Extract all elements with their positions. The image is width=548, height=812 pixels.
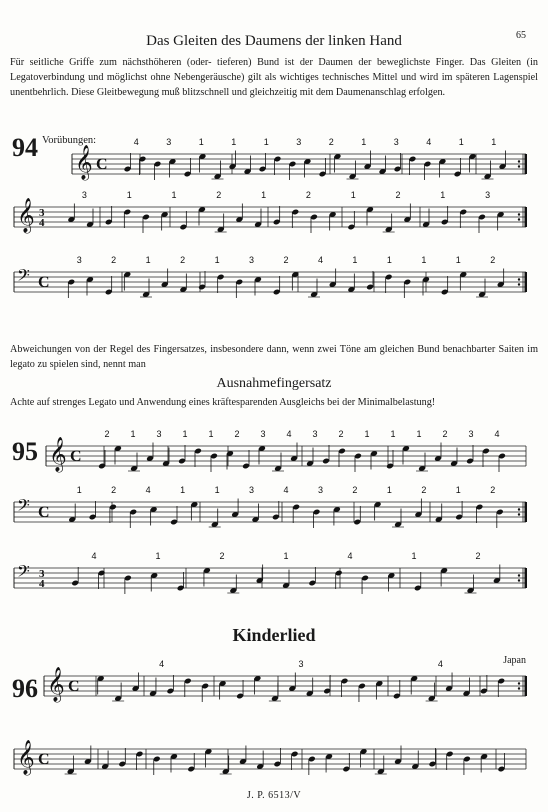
ex95-staff2-time-signature: C xyxy=(38,504,50,521)
ex94-staff2-final-barline-thick xyxy=(525,207,528,227)
ex96-staff1-fingering: 4 xyxy=(437,659,443,669)
ex94-staff3-repeat-dot xyxy=(518,283,520,285)
ex95-staff3-fingering: 4 xyxy=(91,551,97,561)
ex95-staff1-fingering: 4 xyxy=(494,429,500,439)
ex94-staff3-fingering: 2 xyxy=(180,255,186,265)
exercise-number-96: 96 xyxy=(12,674,38,703)
ex94-staff3-fingering: 4 xyxy=(317,255,323,265)
ex94-staff3-repeat-dot xyxy=(518,278,520,280)
ex94-staff3-fingering: 1 xyxy=(214,255,220,265)
ex95-staff1-fingering: 3 xyxy=(260,429,266,439)
ex94-staff2-time-signature-top: 3 xyxy=(39,207,45,219)
ex96-staff1-fingering: 3 xyxy=(298,659,304,669)
ex95-staff2-fingering: 4 xyxy=(145,485,151,495)
ex94-staff1-fingering: 2 xyxy=(328,137,334,147)
ex94-staff2-fingering: 1 xyxy=(126,190,132,200)
ex95-staff1-fingering: 1 xyxy=(182,429,188,439)
ex95-staff2-fingering: 2 xyxy=(352,485,358,495)
ex94-staff2-fingering: 2 xyxy=(216,190,222,200)
ex95-staff1-time-signature: C xyxy=(70,448,82,465)
ex96-staff1-repeat-dot xyxy=(518,682,520,684)
ex94-staff2-fingering: 1 xyxy=(171,190,177,200)
ex95-staff3-fingering: 2 xyxy=(219,551,225,561)
ex96-staff1-final-barline-thick xyxy=(525,676,528,696)
ex95-staff2-fingering: 1 xyxy=(214,485,220,495)
ex95-staff3-repeat-dot xyxy=(518,574,520,576)
ex94-staff2-fingering: 1 xyxy=(261,190,267,200)
song-origin: Japan xyxy=(503,655,526,666)
ex94-staff1-fingering: 1 xyxy=(458,137,464,147)
intro-paragraph: Für seitliche Griffe zum nächsthöheren (oder- tieferen) Bund ist der Daumen der beweglichste Finger. Das Gleiten (in Legatoverbindung und möglichst ohne Nebengeräusche) gilt als wichtiges technisches Mittel und wird im späteren Lagenspiel unentbehrlich. Diese Gleitbewegung muß blitzschnell und gleichzeitig mit dem Daumenanschlag erfolgen. xyxy=(10,57,538,98)
ex94-staff1-fingering: 1 xyxy=(263,137,269,147)
ex94-staff3-fingering: 2 xyxy=(490,255,496,265)
ex94-staff1-repeat-dot xyxy=(518,160,520,162)
ex95-staff3-bass-clef: 𝄢 xyxy=(17,561,30,585)
ex95-staff2-final-barline-thick xyxy=(525,502,528,522)
ex94-staff3-fingering: 1 xyxy=(421,255,427,265)
ex94-staff3-fingering: 2 xyxy=(283,255,289,265)
ex94-staff3-fingering: 3 xyxy=(249,255,255,265)
ex94-staff1-fingering: 4 xyxy=(426,137,432,147)
ex94-staff3-bass-clef: 𝄢 xyxy=(17,265,30,289)
ex95-staff3-repeat-dot xyxy=(518,579,520,581)
page-number: 65 xyxy=(516,30,526,41)
ex95-staff2-fingering: 2 xyxy=(421,485,427,495)
ex96-staff1-repeat-dot xyxy=(518,687,520,689)
ex95-staff1-fingering: 1 xyxy=(208,429,214,439)
ex95-staff2-fingering: 1 xyxy=(76,485,82,495)
section-heading: Ausnahmefingersatz xyxy=(216,376,332,391)
ex96-staff1-fingering: 4 xyxy=(159,659,165,669)
ex94-staff1-fingering: 4 xyxy=(133,137,139,147)
ex95-staff3-fingering: 4 xyxy=(347,551,353,561)
ex94-staff1-time-signature: C xyxy=(96,156,108,173)
ex95-staff1-fingering: 3 xyxy=(156,429,162,439)
ex94-staff3-final-barline-thick xyxy=(525,272,528,292)
footer-catalog-number: J. P. 6513/V xyxy=(246,790,302,801)
ex94-staff1-fingering: 1 xyxy=(361,137,367,147)
ex95-staff3-time-signature-bottom: 4 xyxy=(39,578,45,590)
ex94-staff1-fingering: 1 xyxy=(231,137,237,147)
ex96-staff1-treble-clef: 𝄞 xyxy=(47,667,65,702)
ex95-staff1-fingering: 2 xyxy=(442,429,448,439)
ex95-staff2-fingering: 4 xyxy=(283,485,289,495)
ex94-staff2-fingering: 2 xyxy=(305,190,311,200)
legato-note: Achte auf strenges Legato und Anwendung eines kräftesparenden Ausgleichs bei der Minimalbelastung! xyxy=(10,397,436,408)
ex94-staff3-fingering: 1 xyxy=(386,255,392,265)
ex94-staff1-fingering: 1 xyxy=(491,137,497,147)
page-title: Das Gleiten des Daumens der linken Hand xyxy=(146,33,402,49)
ex94-staff2-fingering: 3 xyxy=(485,190,491,200)
ex95-staff1-fingering: 1 xyxy=(390,429,396,439)
ex95-staff2-repeat-dot xyxy=(518,508,520,510)
ex94-staff1-fingering: 3 xyxy=(166,137,172,147)
ex94-staff3-fingering: 2 xyxy=(111,255,117,265)
ex94-staff1-treble-clef: 𝄞 xyxy=(75,145,93,180)
ex94-staff2-fingering: 1 xyxy=(440,190,446,200)
ex94-staff1-fingering: 3 xyxy=(393,137,399,147)
ex94-staff2-repeat-dot xyxy=(518,218,520,220)
ex94-staff3-time-signature: C xyxy=(38,274,50,291)
ex94-staff3-fingering: 1 xyxy=(455,255,461,265)
deviation-paragraph: Abweichungen von der Regel des Fingersatzes, insbesondere dann, wenn zwei Töne am gleichen Bund benachbarter Saiten im legato zu spielen sind, nennt man xyxy=(10,344,538,370)
ex95-staff1-fingering: 2 xyxy=(234,429,240,439)
ex94-staff1-repeat-dot xyxy=(518,165,520,167)
ex96-staff1-time-signature: C xyxy=(68,678,80,695)
ex95-staff1-treble-clef: 𝄞 xyxy=(49,437,67,472)
ex95-staff2-fingering: 1 xyxy=(180,485,186,495)
ex94-staff3-fingering: 3 xyxy=(76,255,82,265)
ex95-staff3-fingering: 1 xyxy=(155,551,161,561)
ex95-staff1-fingering: 2 xyxy=(338,429,344,439)
ex94-staff2-fingering: 2 xyxy=(395,190,401,200)
ex94-staff1-final-barline-thick xyxy=(525,154,528,174)
pre-exercise-label: Vorübungen: xyxy=(42,135,97,146)
ex94-staff2-fingering: 3 xyxy=(81,190,87,200)
ex95-staff2-fingering: 2 xyxy=(490,485,496,495)
ex94-staff2-repeat-dot xyxy=(518,213,520,215)
ex95-staff1-fingering: 3 xyxy=(312,429,318,439)
ex95-staff3-fingering: 1 xyxy=(411,551,417,561)
ex94-staff2-time-signature-bottom: 4 xyxy=(39,217,45,229)
ex95-staff1-fingering: 2 xyxy=(104,429,110,439)
ex95-staff1-fingering: 1 xyxy=(130,429,136,439)
ex96-staff2-treble-clef: 𝄞 xyxy=(17,740,35,775)
ex95-staff1-fingering: 1 xyxy=(364,429,370,439)
ex95-staff2-fingering: 2 xyxy=(111,485,117,495)
ex96-staff2-time-signature: C xyxy=(38,751,50,768)
ex94-staff1-fingering: 3 xyxy=(296,137,302,147)
ex95-staff2-fingering: 1 xyxy=(455,485,461,495)
ex95-staff2-fingering: 3 xyxy=(249,485,255,495)
ex95-staff1-fingering: 1 xyxy=(416,429,422,439)
ex95-staff2-fingering: 3 xyxy=(317,485,323,495)
exercise-number-95: 95 xyxy=(12,437,38,466)
ex94-staff3-fingering: 1 xyxy=(352,255,358,265)
ex95-staff1-fingering: 4 xyxy=(286,429,292,439)
song-title: Kinderlied xyxy=(232,625,316,645)
ex95-staff2-fingering: 1 xyxy=(386,485,392,495)
ex94-staff2-fingering: 1 xyxy=(350,190,356,200)
ex95-staff3-fingering: 2 xyxy=(475,551,481,561)
ex95-staff3-time-signature-top: 3 xyxy=(39,568,45,580)
ex94-staff2-treble-clef: 𝄞 xyxy=(17,198,35,233)
ex94-staff3-fingering: 1 xyxy=(145,255,151,265)
ex95-staff1-fingering: 3 xyxy=(468,429,474,439)
ex95-staff2-bass-clef: 𝄢 xyxy=(17,495,30,519)
ex95-staff3-final-barline-thick xyxy=(525,568,528,588)
ex95-staff3-fingering: 1 xyxy=(283,551,289,561)
ex94-staff1-fingering: 1 xyxy=(198,137,204,147)
ex95-staff2-repeat-dot xyxy=(518,513,520,515)
exercise-number-94: 94 xyxy=(12,133,38,162)
